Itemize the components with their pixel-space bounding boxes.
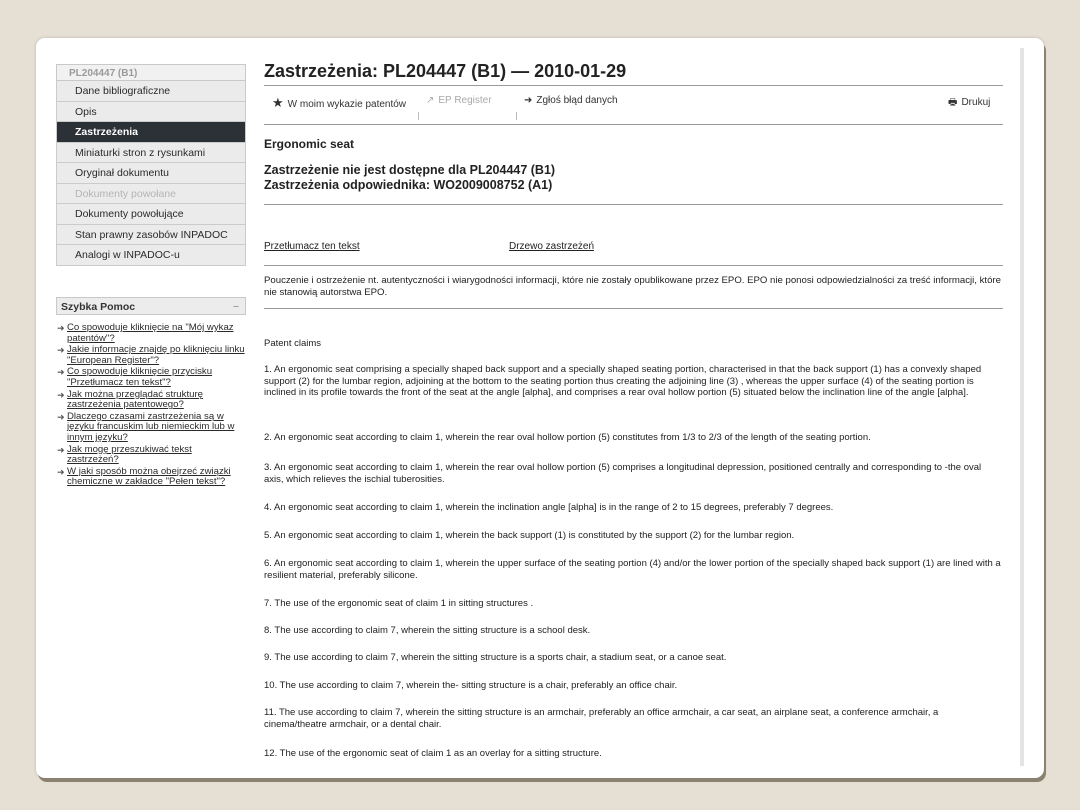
- disclaimer-text: Pouczenie i ostrzeżenie nt. autentyczności i wiarygodności informacji, które nie zostały opublikowane przez EPO. EPO nie ponosi odpowiedzialności za treść informacji, które nie stanowią autorstwa EPO.: [264, 275, 1001, 298]
- claim-text: 9. The use according to claim 7, wherein the sitting structure is a sports chair, a stadium seat, or a canoe seat.: [264, 652, 727, 663]
- page-title: Zastrzeżenia: PL204447 (B1) — 2010-01-29: [264, 61, 627, 81]
- toolbar-divider: [516, 112, 517, 120]
- arrow-right-icon: ➜: [57, 367, 65, 378]
- divider: [264, 124, 1003, 125]
- arrow-right-icon: ➜: [524, 95, 533, 106]
- quick-help-panel: [56, 297, 246, 489]
- claim-text: 1. An ergonomic seat comprising a specially shaped back support and a specially shaped seating portion, characterised in that the back support (1) has a convexly shaped support (2) for the lumbar region, adjoining at the bottom to the seating portion thus creating the adjoining line (3) , whereas the upper surface (4) of the seating portion is inclined in its profile towards the front of the seat at the angle [alpha], and comprises a rear oval hollow portion (5) situated below the inclination line of the angle [alpha].: [264, 364, 982, 399]
- claim-text: 12. The use of the ergonomic seat of claim 1 as an overlay for a sitting structure.: [264, 748, 602, 759]
- claim-text: 3. An ergonomic seat according to claim 1, wherein the rear oval hollow portion (5) comprises a longitudinal depression, positioned centrally and corresponding to -the oval axis, which relieves the ischial tuberosities.: [264, 462, 982, 485]
- collapse-icon[interactable]: −: [232, 301, 239, 313]
- ep-register-link: [426, 95, 492, 106]
- translate-link[interactable]: Przetłumacz ten tekst: [264, 241, 360, 252]
- claim-text: 8. The use according to claim 7, wherein the sitting structure is a school desk.: [264, 625, 591, 636]
- print-button[interactable]: [948, 95, 990, 112]
- page-card: [36, 38, 1044, 778]
- quick-help-title: Szybka Pomoc: [61, 301, 136, 313]
- sidebar-item-inpadoc-family[interactable]: Analogi w INPADOC-u: [56, 245, 246, 266]
- sidebar-nav: [56, 64, 246, 266]
- arrow-right-icon: ➜: [57, 389, 65, 400]
- help-link[interactable]: W jaki sposób można obejrzeć związki chemiczne w zakładce "Pełen tekst"?: [67, 465, 231, 488]
- not-available-notice: Zastrzeżenie nie jest dostępne dla PL204447 (B1): [264, 163, 556, 177]
- claims-tree-link[interactable]: Drzewo zastrzeżeń: [509, 241, 595, 252]
- report-error-button[interactable]: [524, 95, 618, 106]
- arrow-right-icon: ➜: [57, 345, 65, 356]
- sidebar-item-description[interactable]: Opis: [56, 102, 246, 123]
- sidebar-item-cited-documents: Dokumenty powołane: [56, 184, 246, 205]
- my-list-button[interactable]: [272, 95, 406, 111]
- divider: [264, 308, 1003, 309]
- sidebar-item-bibliographic[interactable]: Dane bibliograficzne: [56, 81, 246, 102]
- quick-help-list: [56, 323, 246, 488]
- print-label: Drukuj: [961, 97, 991, 108]
- help-link[interactable]: Jakie informacje znajdę po kliknięciu linku "European Register"?: [67, 344, 245, 366]
- claim-text: 5. An ergonomic seat according to claim 1, wherein the back support (1) is constituted by the support (2) for the lumbar region.: [264, 530, 795, 541]
- help-item: [56, 345, 246, 366]
- toolbar-divider: [418, 112, 419, 120]
- sidebar-header: PL204447 (B1): [56, 64, 246, 81]
- arrow-right-icon: ➜: [57, 411, 65, 422]
- quick-help-header: [56, 297, 246, 315]
- claim-text: 10. The use according to claim 7, wherein the- sitting structure is a chair, preferably an office chair.: [264, 680, 678, 691]
- equivalent-claims: Zastrzeżenia odpowiednika: WO2009008752 (A1): [264, 178, 553, 192]
- arrow-right-icon: ➜: [57, 466, 65, 477]
- divider: [264, 204, 1003, 205]
- claims-availability: [264, 163, 555, 193]
- star-icon: ★: [272, 95, 284, 110]
- arrow-right-icon: ➜: [57, 323, 65, 333]
- report-error-label: Zgłoś błąd danych: [536, 95, 618, 106]
- sidebar-item-inpadoc-legal-status[interactable]: Stan prawny zasobów INPADOC: [56, 225, 246, 246]
- claims-heading: Patent claims: [264, 338, 322, 349]
- help-item: [56, 445, 246, 466]
- sidebar-item-mosaics[interactable]: Miniaturki stron z rysunkami: [56, 143, 246, 164]
- external-link-icon: ↗: [426, 95, 435, 106]
- help-item: [56, 323, 246, 344]
- claim-text: 6. An ergonomic seat according to claim 1, wherein the upper surface of the seating portion (4) and/or the lower portion of the specially shaped back support (1) are lined with a resilient material, preferably silicone.: [264, 558, 1001, 581]
- scrollbar[interactable]: [1020, 48, 1024, 766]
- claim-text: 4. An ergonomic seat according to claim 1, wherein the inclination angle [alpha] is in the range of 2 to 15 degrees, preferably 7 degrees.: [264, 502, 834, 513]
- help-item: [56, 390, 246, 411]
- sidebar-item-claims[interactable]: Zastrzeżenia: [56, 122, 246, 143]
- help-item: [56, 412, 246, 444]
- help-link[interactable]: Jak mogę przeszukiwać tekst zastrzeżeń?: [67, 443, 192, 466]
- help-link[interactable]: Dlaczego czasami zastrzeżenia są w języku francuskim lub niemieckim lub w innym języku?: [67, 410, 235, 443]
- main-content: [264, 58, 1003, 759]
- divider: [264, 265, 1003, 266]
- claim-text: 2. An ergonomic seat according to claim 1, wherein the rear oval hollow portion (5) constitutes from 1/3 to 2/3 of the length of the seating portion.: [264, 432, 871, 443]
- help-link[interactable]: Co spowoduje kliknięcie przycisku "Przetłumacz ten tekst"?: [67, 366, 213, 388]
- claim-text: 7. The use of the ergonomic seat of claim 1 in sitting structures .: [264, 598, 534, 609]
- section-title: Ergonomic seat: [264, 137, 355, 151]
- help-item: [56, 467, 246, 488]
- ep-register-label: EP Register: [438, 95, 492, 106]
- arrow-right-icon: ➜: [57, 444, 65, 455]
- printer-icon: 🖶: [948, 97, 958, 108]
- help-item: [56, 367, 246, 388]
- claim-text: 11. The use according to claim 7, wherein the sitting structure is an armchair, preferably an office armchair, a car seat, an airplane seat, a conference armchair, a cinema/theatre armchair, or a dental chair.: [264, 707, 939, 730]
- my-list-label: W moim wykazie patentów: [287, 99, 407, 110]
- help-link[interactable]: Co spowoduje kliknięcie na "Mój wykaz patentów"?: [67, 322, 234, 344]
- sidebar-item-citing-documents[interactable]: Dokumenty powołujące: [56, 204, 246, 225]
- sidebar-item-original-document[interactable]: Oryginał dokumentu: [56, 163, 246, 184]
- help-link[interactable]: Jak można przeglądać strukturę zastrzeżenia patentowego?: [67, 388, 203, 411]
- toolbar: [264, 86, 1003, 116]
